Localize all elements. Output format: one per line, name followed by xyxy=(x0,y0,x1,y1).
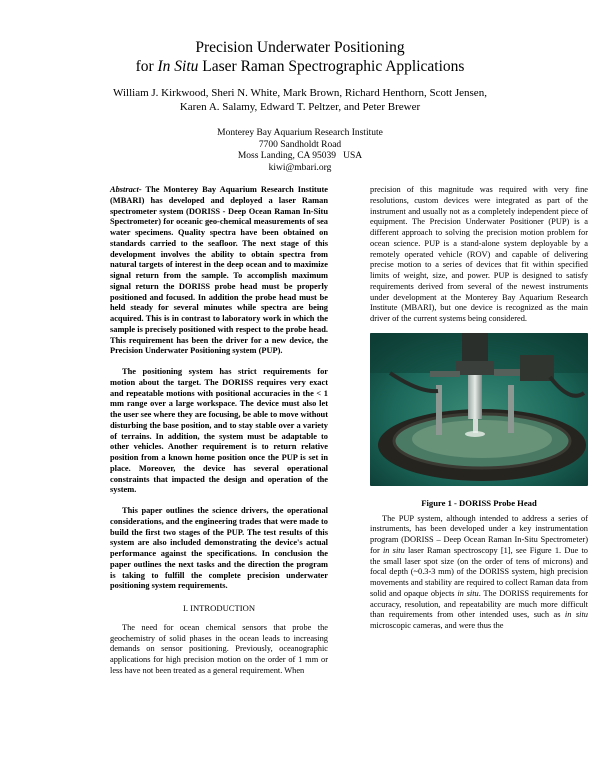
affiliation-block xyxy=(0,128,600,174)
intro-paragraph-1: The need for ocean chemical sensors that probe the geochemistry of solid phases in the ocean leads to increasing demands on sensor positioning. Previously, oceanographic applications for high precision motion on the order of 1 mm or less have not been treated as a general requirement. When xyxy=(110,622,328,675)
abstract-label: Abstract- xyxy=(110,185,142,194)
figure-doriss-probe-photo xyxy=(370,333,588,486)
street-address: 7700 Sandholdt Road xyxy=(258,139,342,150)
paper-title xyxy=(0,38,600,76)
title-line-2: for In Situ Laser Raman Spectrographic Applications xyxy=(135,58,465,75)
institute-name: Monterey Bay Aquarium Research Institute xyxy=(217,128,383,138)
abstract-paragraph-1: Abstract- The Monterey Bay Aquarium Research Institute (MBARI) has developed and deployed a laser Raman spectrometer system (DORISS - Deep Ocean Raman In-Situ Spectrometer) for oceanic geo-chemical measurements of sea water specimens. Quality spectra have been obtained on standards carried to the seafloor. The next stage of this development involves the ability to obtain spectra from natural targets of interest in the deep ocean and to maximize signal return from the sample. To accomplish maximum signal return the DORISS probe head must be properly positioned and focused. In addition the probe head must be held steady for several minutes while spectra are being acquired. This is in contrast to laboratory work in which the sample is precisely positioned with respect to the probe head. This requirement has been the driver for a new device, the Precision Underwater Positioning system (PUP). xyxy=(110,185,328,356)
author-email: kiwi@mbari.org xyxy=(268,162,332,173)
doriss-probe-image xyxy=(370,333,588,486)
city-address: Moss Landing, CA 95039 USA xyxy=(237,151,363,161)
abstract-paragraph-3: This paper outlines the science drivers, the operational considerations, and the engineering trades that were made to build the first two stages of the PUP. The test results of this system are also included demonstrating the device's actual performance against the specifications. In conclusion the paper outlines the next tasks and the direction the program is taking to fulfill the complete precision underwater positioning system requirements. xyxy=(110,506,328,591)
author-list xyxy=(0,86,600,114)
figure-1-caption: Figure 1 - DORISS Probe Head xyxy=(421,497,537,508)
section-heading-introduction: I. INTRODUCTION xyxy=(182,603,256,613)
intro-paragraph-continued: precision of this magnitude was required with very fine resolutions, custom devices were integrated as part of the instrument and usually not as a completely independent piece of equipment. The Precision Underwater Positioner (PUP) is a different approach to solving the precision motion problem for ocean science. PUP is a stand-alone system deployable by a remotely operated vehicle (ROV) and capable of delivering precise motion to a series of devices that fit within specified limits of weight, size, and power. PUP is designed to satisfy requirements derived from several of the newest instruments under development at the Monterey Bay Aquarium Research Institute (MBARI), but one device is recognized as the main driver of the current systems being considered. xyxy=(370,185,588,323)
left-column xyxy=(110,185,328,677)
right-column xyxy=(370,185,588,632)
authors-line-2: Karen A. Salamy, Edward T. Peltzer, and Peter Brewer xyxy=(179,101,421,113)
abstract-paragraph-2: The positioning system has strict requirements for motion about the target. The DORISS requires very exact and repeatable motions with positional accuracies in the < 1 mm range over a large workspace. The device must also let the user see where they are focusing, be able to move without disturbing the base position, and to stay stable over a variety of terrains. In addition, the system must be adaptable to other vehicles. Another requirement is to return relative position from a known home position once the PUP is set in place. Moreover, the device has several operational constraints that impacted the design and operation of the system. xyxy=(110,367,328,495)
authors-line-1: William J. Kirkwood, Sheri N. White, Mark Brown, Richard Henthorn, Scott Jensen, xyxy=(113,87,487,99)
pup-system-paragraph: The PUP system, although intended to address a series of instruments, has been developed under a key instrumentation program (DORISS – Deep Ocean Raman In-Situ Spectrometer) for in situ laser Raman spectroscopy [1], see Figure 1. Due to the small laser spot size (on the order of tens of microns) and focal depth (~0.3-3 mm) of the DORISS system, high precision movements and stability are required to collect Raman data from solid and opaque objects in situ. The DORISS requirements for accuracy, resolution, and repeatability are much more difficult than requirements from other intended uses, such as in situ microscopic cameras, and were thus the xyxy=(370,513,589,630)
title-line-1: Precision Underwater Positioning xyxy=(195,39,405,56)
